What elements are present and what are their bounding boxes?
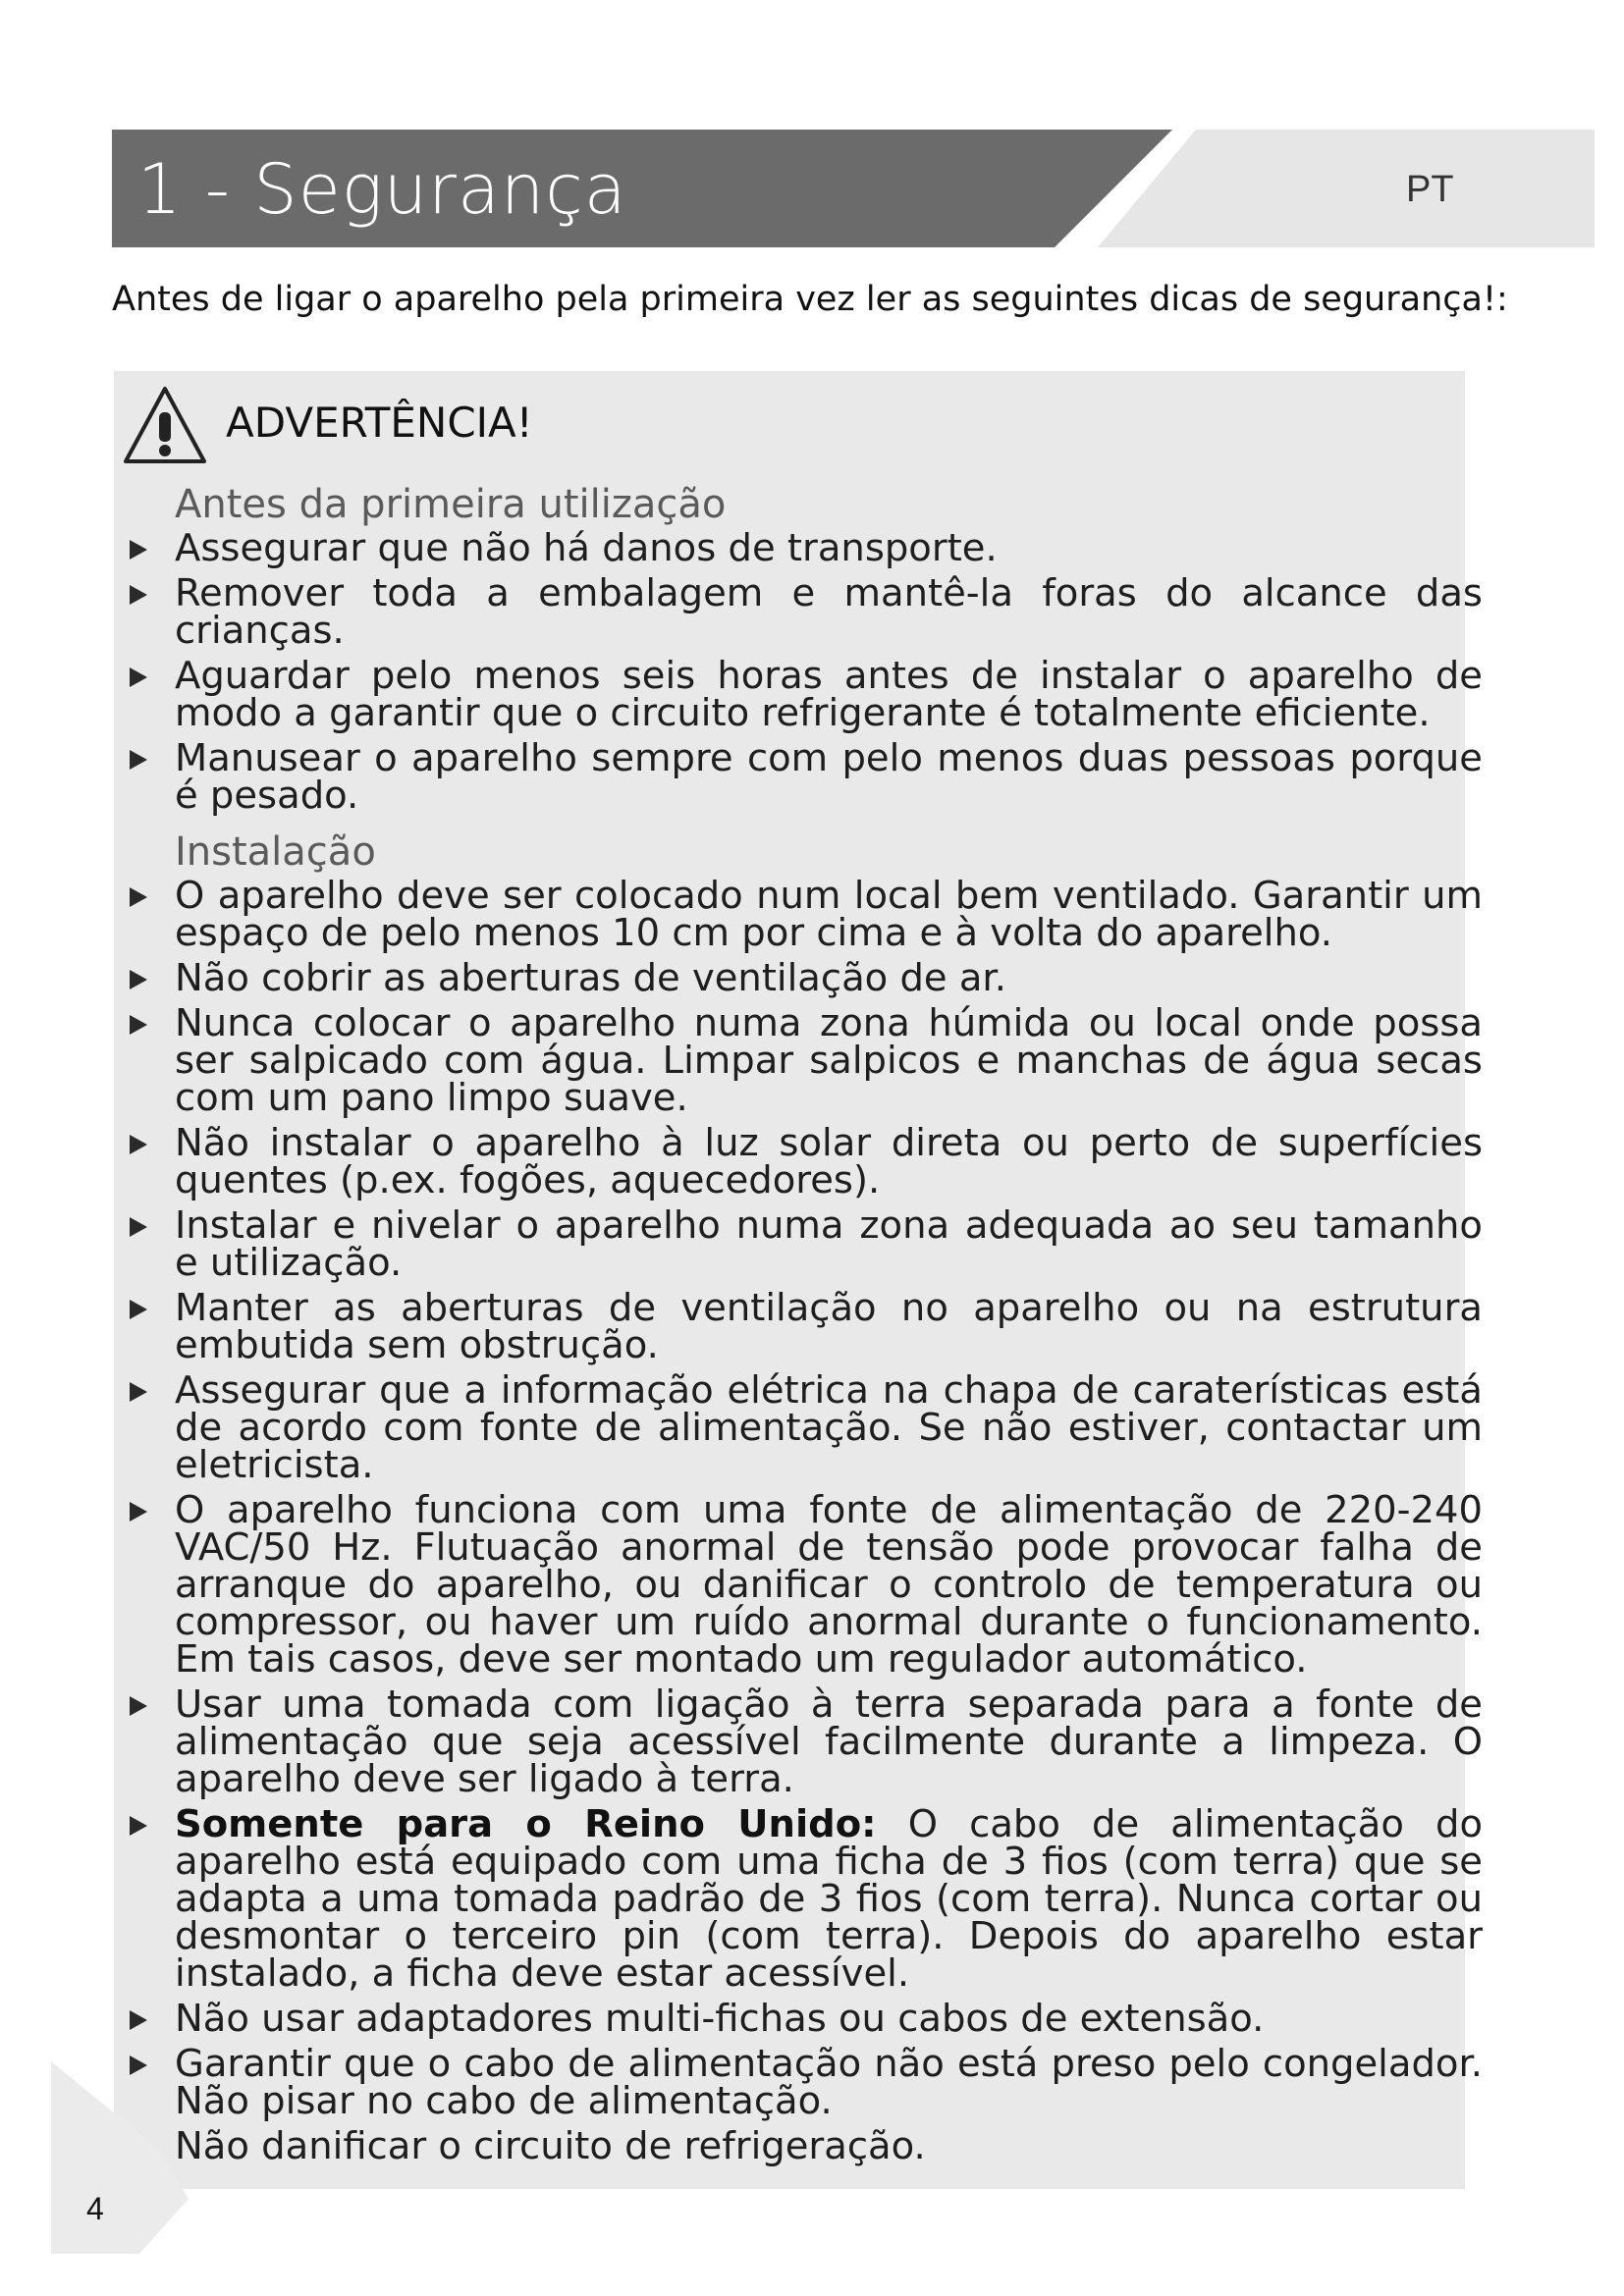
bullet-arrow-icon	[130, 1502, 147, 1522]
page-title: 1 - Segurança	[137, 149, 627, 230]
list-item: Remover toda a embalagem e mantê-la foras do alcance das crianças.	[124, 575, 1483, 650]
list-item: Manter as aberturas de ventilação no aparelho ou na estrutura embutida sem obstrução.	[124, 1290, 1483, 1364]
list-item: Nunca colocar o aparelho numa zona húmida ou local onde possa ser salpicado com água. Limpar salpicos e manchas de água secas com um pano limpo suave.	[124, 1005, 1483, 1117]
page-number: 4	[86, 2191, 104, 2226]
first-use-list	[124, 526, 1483, 818]
section-title-first-use: Antes da primeira utilização	[175, 482, 727, 527]
intro-text: Antes de ligar o aparelho pela primeira vez ler as seguintes dicas de segurança!:	[112, 280, 1508, 319]
bullet-arrow-icon	[130, 1382, 147, 1402]
warning-content	[124, 479, 1483, 2173]
list-item: O aparelho deve ser colocado num local bem ventilado. Garantir um espaço de pelo menos 10 cm por cima e à volta do aparelho.	[124, 878, 1483, 952]
installation-list	[124, 874, 1483, 2168]
list-item: Aguardar pelo menos seis horas antes de instalar o aparelho de modo a garantir que o circuito refrigerante é totalmente eficiente.	[124, 658, 1483, 732]
list-item: Garantir que o cabo de alimentação não está preso pelo congelador. Não pisar no cabo de alimentação.	[124, 2046, 1483, 2120]
bullet-arrow-icon	[130, 887, 147, 907]
bullet-arrow-icon	[130, 1015, 147, 1035]
list-item: Não usar adaptadores multi-fichas ou cabos de extensão.	[124, 2001, 1483, 2038]
language-tab	[1098, 130, 1595, 247]
bullet-arrow-icon	[130, 2010, 147, 2030]
bullet-arrow-icon	[130, 1217, 147, 1237]
bullet-arrow-icon	[130, 1135, 147, 1154]
warning-title: ADVERTÊNCIA!	[226, 399, 533, 447]
list-item: Assegurar que a informação elétrica na chapa de caraterísticas está de acordo com fonte de alimentação. Se não estiver, contactar um eletricista.	[124, 1372, 1483, 1484]
list-item: Não danificar o circuito de refrigeração.	[124, 2128, 1483, 2165]
bullet-arrow-icon	[130, 970, 147, 989]
warning-header	[120, 383, 807, 471]
bullet-arrow-icon	[130, 667, 147, 687]
bullet-arrow-icon	[130, 1300, 147, 1319]
list-item: O aparelho funciona com uma fonte de alimentação de 220-240 VAC/50 Hz. Flutuação anormal de tensão pode provocar falha de arranque do aparelho, ou danificar o controlo de temperatura ou compressor, ou haver um ruído anormal durante o funcionamento. Em tais casos, deve ser montado um regulador automático.	[124, 1492, 1483, 1679]
section-title-installation: Instalação	[175, 829, 376, 875]
bullet-arrow-icon	[130, 1816, 147, 1836]
warning-triangle-icon	[120, 383, 210, 469]
uk-only-label: Somente para o Reino Unido:	[175, 1802, 877, 1846]
list-item: Manusear o aparelho sempre com pelo menos duas pessoas porque é pesado.	[124, 740, 1483, 815]
bullet-arrow-icon	[130, 1696, 147, 1716]
list-item: Instalar e nivelar o aparelho numa zona adequada ao seu tamanho e utilização.	[124, 1207, 1483, 1282]
list-item: Usar uma tomada com ligação à terra separada para a fonte de alimentação que seja acessível facilmente durante a limpeza. O aparelho deve ser ligado à terra.	[124, 1686, 1483, 1798]
list-item: Somente para o Reino Unido: O cabo de alimentação do aparelho está equipado com uma ficha de 3 fios (com terra) que se adapta a uma tomada padrão de 3 fios (com terra). Nunca cortar ou desmontar o terceiro pin (com terra). Depois do aparelho estar instalado, a ficha deve estar acessível.	[124, 1806, 1483, 1993]
list-item: Não cobrir as aberturas de ventilação de ar.	[124, 960, 1483, 997]
list-item: Não instalar o aparelho à luz solar direta ou perto de superfícies quentes (p.ex. fogões, aquecedores).	[124, 1125, 1483, 1200]
list-item: Assegurar que não há danos de transporte.	[124, 530, 1483, 567]
bullet-arrow-icon	[130, 2056, 147, 2075]
bullet-arrow-icon	[130, 750, 147, 770]
bullet-arrow-icon	[130, 585, 147, 605]
bullet-arrow-icon	[130, 540, 147, 560]
language-label: PT	[1406, 169, 1454, 210]
